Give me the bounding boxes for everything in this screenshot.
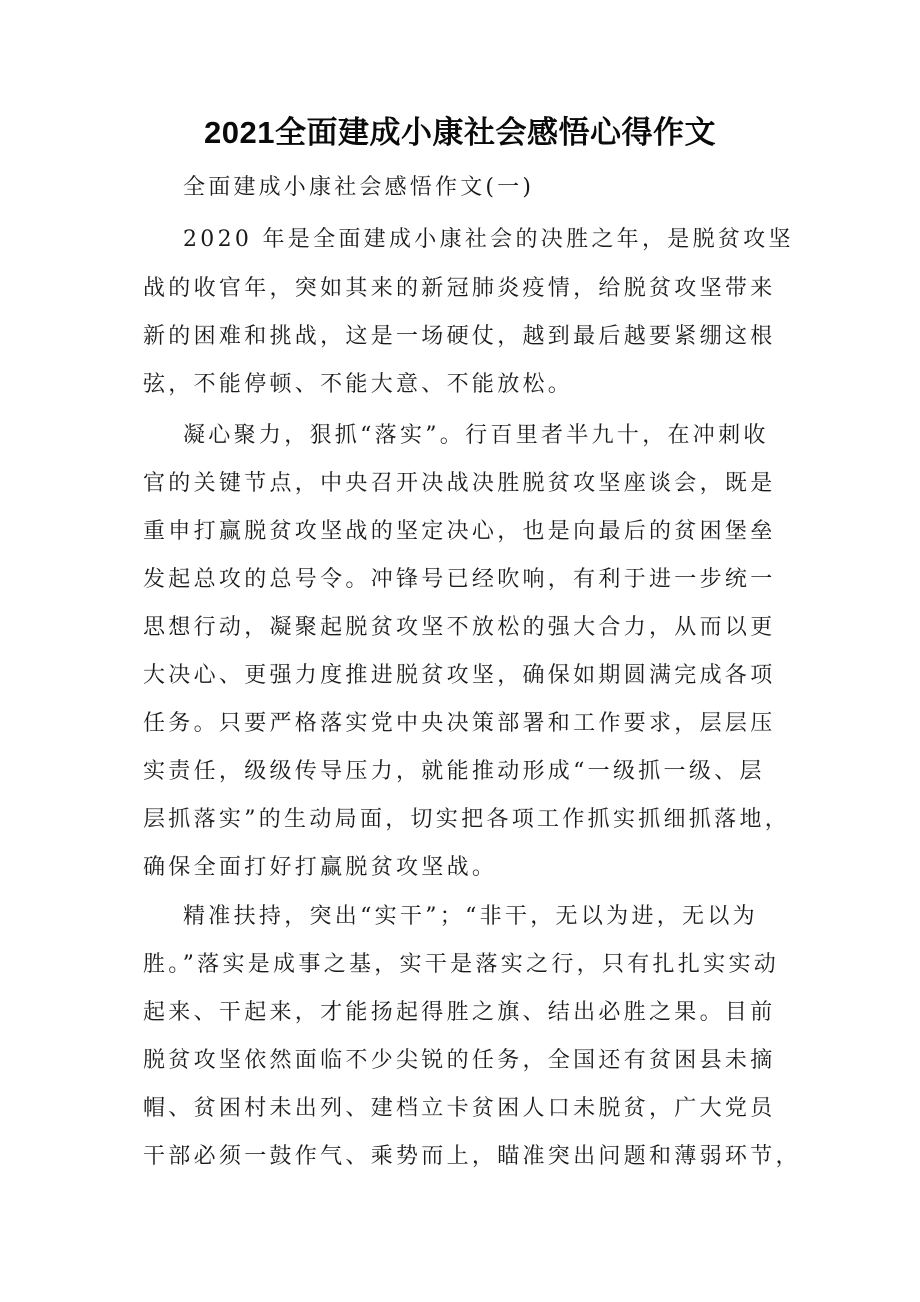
- paragraph-line: 脱贫攻坚依然面临不少尖锐的任务，全国还有贫困县未摘: [143, 1048, 776, 1073]
- paragraph-line: 精准扶持，突出“实干”；“非干，无以为进，无以为: [183, 904, 758, 929]
- paragraph-line: 层抓落实”的生动局面，切实把各项工作抓实抓细抓落地，: [143, 807, 791, 832]
- paragraph-line: 新的困难和挑战，这是一场硬仗，越到最后越要紧绷这根: [143, 324, 776, 349]
- paragraph-line: 干部必须一鼓作气、乘势而上，瞄准突出问题和薄弱环节，: [143, 1144, 801, 1169]
- paragraph-line: 帽、贫困村未出列、建档立卡贫困人口未脱贫，广大党员: [143, 1096, 776, 1121]
- document-title: 2021全面建成小康社会感悟心得作文: [204, 115, 716, 150]
- paragraph-line: 弦，不能停顿、不能大意、不能放松。: [143, 372, 574, 397]
- document-subtitle: 全面建成小康社会感悟作文(一): [183, 175, 535, 200]
- paragraph-line: 起来、干起来，才能扬起得胜之旗、结出必胜之果。目前: [143, 1000, 776, 1025]
- paragraph-line: 凝心聚力，狠抓“落实”。行百里者半九十，在冲刺收: [183, 423, 769, 448]
- paragraph-line: 官的关键节点，中央召开决战决胜脱贫攻坚座谈会，既是: [143, 471, 776, 496]
- paragraph-line: 胜。”落实是成事之基，实干是落实之行，只有扎扎实实动: [143, 952, 780, 977]
- paragraph-line: 战的收官年，突如其来的新冠肺炎疫情，给脱贫攻坚带来: [143, 276, 776, 301]
- paragraph-line: 思想行动，凝聚起脱贫攻坚不放松的强大合力，从而以更: [143, 615, 776, 640]
- paragraph-line: 发起总攻的总号令。冲锋号已经吹响，有利于进一步统一: [143, 567, 776, 592]
- paragraph-line: 任务。只要严格落实党中央决策部署和工作要求，层层压: [143, 711, 776, 736]
- paragraph-line: 实责任，级级传导压力，就能推动形成“一级抓一级、层: [143, 759, 765, 784]
- paragraph-line: 2020 年是全面建成小康社会的决胜之年，是脱贫攻坚: [183, 227, 794, 252]
- paragraph-line: 确保全面打好打赢脱贫攻坚战。: [143, 855, 498, 880]
- paragraph-line: 大决心、更强力度推进脱贫攻坚，确保如期圆满完成各项: [143, 663, 776, 688]
- paragraph-line: 重申打赢脱贫攻坚战的坚定决心，也是向最后的贫困堡垒: [143, 519, 776, 544]
